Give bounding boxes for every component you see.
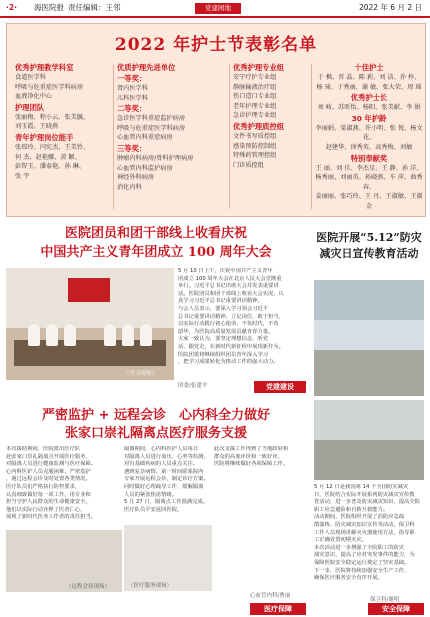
honor-category-heading: 护理团队 <box>15 102 45 112</box>
story2-photo-2 <box>314 400 424 480</box>
honor-entry: 于 枫、晋 晶、陈 莉、刘 洁、乔 梓、 <box>317 74 421 81</box>
honor-entry: 何 杰、赵艳娜、黄 颖、 <box>15 153 81 161</box>
honor-column-3 <box>233 62 309 170</box>
honor-category-heading: 优秀护士长 <box>350 93 388 103</box>
section-tag: 党建园地 <box>195 3 241 14</box>
column-divider <box>311 64 312 209</box>
honor-entry: 呼吸与危重症医学科病房 <box>15 83 84 91</box>
honor-entry: 王 丽、刘 佳、李杰星、王 静、孙 洋、 <box>315 164 423 172</box>
photo-ground <box>314 350 424 396</box>
body-line: 团成立 100 周年大会在北京人民大会堂隆重 <box>178 275 282 282</box>
photo-person <box>140 324 152 346</box>
body-line: 与会人员表示，要深入学习领会习近平 <box>178 305 269 312</box>
body-line: 专家开展远程会诊，制定诊疗方案。 <box>124 476 209 483</box>
body-line: 认真细致做好每一项工作，用专业和 <box>6 491 91 498</box>
body-line: 5 月 10 日上午，庆祝中国共产主义青年 <box>178 268 273 274</box>
body-line: 保障医院安全稳定运行奠定了坚实基础。 <box>314 559 410 566</box>
story3-section-tag: 医疗保障 <box>250 603 306 615</box>
body-line: 医疗队员们严格执行防控要求， <box>6 483 81 490</box>
honor-category-heading: 二等奖： <box>117 104 147 114</box>
photo-person <box>46 324 58 346</box>
honor-category-heading: 优秀护理教学科室 <box>15 63 74 72</box>
body-line: 人员的紧张焦虑情绪。 <box>124 491 177 498</box>
honor-category-heading: 优质护理先进单位 <box>117 63 176 72</box>
story3-photo-caption-2: （医疗服务现场） <box>128 583 173 589</box>
body-line: 担当守护人民群众的生命健康安全。 <box>6 499 91 506</box>
honor-list-box <box>6 23 426 217</box>
body-line: 散演练、防灾减灾知识宣传等活动。保卫科 <box>314 521 415 528</box>
column-divider <box>229 64 230 209</box>
story2-headline-line2: 减灾日宣传教育活动 <box>319 247 419 260</box>
honor-category-heading: 十佳护士 <box>354 63 384 72</box>
honor-entry: 心血管内科监护病房 <box>117 164 173 172</box>
body-line: 心内科医护人员克服困难，严密监护 <box>6 468 91 475</box>
story3-body-2 <box>124 446 212 522</box>
page-header <box>0 0 430 18</box>
body-line: 遇到复杂病情，第一时间联系院内 <box>124 468 204 475</box>
body-line: 5 月 27 日，隔离点工作圆满完成。 <box>124 499 209 506</box>
honor-entry: 老年护理专业组 <box>233 102 277 110</box>
story2-headline <box>314 230 424 262</box>
story3-headline-line1: 严密监护 + 远程会诊 心内科全力做好 <box>42 408 270 423</box>
honor-entry: 杨秀丽、刘丽英、孙晓燕、车 萍、曲秀春、 <box>315 174 423 191</box>
story2-photo-1 <box>314 280 424 396</box>
honor-entry: 刘玉霞、王晓燕 <box>15 123 59 131</box>
body-line: 群众的高度评价和一致好评。 <box>214 453 283 460</box>
story2-headline-line1: 医院开展“5.12”防灾 <box>316 231 422 244</box>
body-line: 医疗队员平安返回医院。 <box>124 506 183 513</box>
body-line: 对隔离人员进行健康监测与医疗保障。 <box>6 461 97 468</box>
story3-photo-caption-1: （远程会诊现场） <box>66 584 111 590</box>
story3-headline-line2: 张家口崇礼隔离点医疗服务支援 <box>64 426 247 441</box>
honor-entry: 特殊药管理控组 <box>233 152 277 160</box>
photo-ground <box>314 440 424 480</box>
honor-category-heading: 30 年护龄 <box>351 113 387 123</box>
body-line: 职工应急避险和自救互救能力。 <box>314 506 389 513</box>
story1-headline-line2: 中国共产主义青年团成立 100 周年大会 <box>40 245 272 260</box>
body-line: 话、跟党走，在新时代新征程中展现新作为。 <box>178 343 284 350</box>
body-line: 确保医疗服务安全有序开展。 <box>314 575 383 582</box>
honor-entry: 赵建华、徐秀英、高秀梅、刘敏 <box>325 143 413 151</box>
body-line: 本次援助期间，医院派出医疗队 <box>6 446 81 452</box>
honor-entry: 肾内医学科 <box>117 85 148 92</box>
body-line: 此次支援工作得到了当地政府和 <box>214 446 289 452</box>
honor-entry: 张琼玲、闫宪杰、王美铃、 <box>15 143 90 151</box>
honor-entry: 张丽梅、程小云、张美毓、 <box>15 113 90 121</box>
body-line: 医院将继续做好各项保障工作。 <box>214 461 289 468</box>
honor-entry: 李丽娟、梁淑燕、许小明、张 悦、杨文花、 <box>315 124 423 142</box>
honor-entry: 急诊护理专业组 <box>233 112 277 120</box>
body-line: 下一步，医院将持续加强安全生产工作， <box>314 567 410 574</box>
body-line: 赴张家口崇礼隔离点开展医疗服务， <box>6 453 91 460</box>
honor-category-heading: 三等奖： <box>117 143 147 153</box>
photo-person <box>64 324 76 346</box>
body-line: 同时做好心理疏导工作，缓解隔离 <box>124 483 204 490</box>
story3-headline <box>6 407 306 443</box>
honor-entry: 张 宇 <box>15 172 30 180</box>
page-number: ·2· <box>6 3 17 12</box>
photo-person <box>104 324 116 346</box>
honor-entry: 姜丽丽、张巧玲、王 丹、王淑敏、王淑金 <box>315 193 423 210</box>
honor-column-4 <box>315 62 423 212</box>
story3-photo-2 <box>124 525 212 591</box>
honor-entry: 儿科医学科 <box>117 94 148 102</box>
body-line: 工作人员现场讲解灭火器使用方法，指导职 <box>314 529 415 536</box>
honor-column-1 <box>15 62 111 181</box>
honor-entry: 肿瘤内科病房/骨科护理病房 <box>117 154 194 162</box>
story1-headline <box>6 224 306 262</box>
honor-entry: 安宁疗护专业组 <box>233 74 277 81</box>
story1-headline-line1: 医院团员和团干部线上收看庆祝 <box>64 226 247 241</box>
honor-entry: 感染预防控制组 <box>233 142 277 150</box>
honor-list-title: 2022 年护士节表彰名单 <box>114 35 318 55</box>
photo-flag <box>68 278 110 302</box>
photo-person <box>28 324 40 346</box>
honor-entry: 呼吸与危重症医学科病房 <box>117 124 186 132</box>
body-line: 他们以实际行动诠释了医者仁心， <box>6 506 86 513</box>
story3-body-3 <box>214 446 306 586</box>
honor-entry: 静脉输液治疗组 <box>233 83 277 91</box>
body-line: 减灾意识，提高了应对突发事件的能力，为 <box>314 552 415 559</box>
honor-entry: 血液净化中心 <box>15 93 53 101</box>
body-line: 大家一致认为，要坚定理想信念，听党 <box>178 336 269 343</box>
photo-building <box>314 280 424 320</box>
story2-author: 保卫科/谢明 <box>370 597 400 603</box>
column-divider <box>113 64 114 209</box>
story1-photo-caption: （学习现场） <box>124 371 158 377</box>
body-line: 5 月 12 日是我国第 14 个全国防灾减灾 <box>314 484 409 490</box>
body-line: 韶华，为医院高质量发展贡献青春力量。 <box>178 328 274 335</box>
body-line: 日，医院结合实际开展系列防灾减灾宣传教 <box>314 491 415 498</box>
honor-category-heading: 青年护理岗位能手 <box>15 132 74 142</box>
body-line: 举行。习近平总书记出席大会并发表重要讲 <box>178 283 279 290</box>
story3-author: 心血管内科/曹丽 <box>250 593 291 599</box>
body-line: 总书记重要讲话精神，立足岗位，敢于担当， <box>178 313 284 320</box>
body-line: 本次活动进一步增强了全院职工的防灾 <box>314 544 405 551</box>
body-line: ，通过远程会诊及时处置各类情况。 <box>6 476 91 483</box>
honor-entry: 杨 琦、于秀丽、谢 敏、张大荣、周 瑶 <box>316 83 422 91</box>
honor-entry: 门诊质控组 <box>233 161 264 169</box>
body-line: 工正确处置初期火灾。 <box>314 537 367 544</box>
body-line: 对隔离人员进行血压、心率等监测， <box>124 453 209 460</box>
photo-person <box>122 324 134 346</box>
honor-entry: 神经外科病房 <box>117 174 155 182</box>
body-line: ，把学习成果转化为推动工作的强大动力。 <box>178 359 279 366</box>
story2-body <box>314 484 424 594</box>
paper-name: 海医院报 <box>34 3 64 12</box>
honor-category-heading: 一等奖： <box>117 74 147 83</box>
body-line: 医院团委将继续组织团员青年深入学习 <box>178 351 269 358</box>
honor-entry: 食道医学科 <box>15 74 46 81</box>
story3-body <box>6 446 122 526</box>
honor-category-heading: 优秀护理专业组 <box>233 63 285 72</box>
editor-credit: 责任编辑：王邻 <box>68 3 121 12</box>
honor-category-heading: 特别奉献奖 <box>350 153 388 163</box>
honor-category-heading: 优秀护理质控组 <box>233 121 285 131</box>
story3-photo-1 <box>6 530 122 592</box>
honor-entry: 文件书写质控组 <box>233 132 277 140</box>
body-line: 对有基础疾病的人员重点关注。 <box>124 461 199 468</box>
honor-entry: 急诊医学科重症监护病房 <box>117 115 186 123</box>
body-line: 展现了新时代医务工作者的责任担当。 <box>6 514 97 521</box>
story1-author: 团委/张建平 <box>178 383 208 389</box>
body-line: 育活动，进一步普及防灾减灾知识，提高全院 <box>314 499 420 506</box>
body-line: 真学习习近平总书记重要讲话精神。 <box>178 298 263 305</box>
body-line: 话。医院团员和团干部线上收看大会实况，认 <box>178 290 284 297</box>
honor-entry: 刘 岐、苏昕怡、杨阳、张美献、李 娟 <box>317 104 421 112</box>
story1-photo <box>6 268 174 380</box>
story2-section-tag: 安全保障 <box>368 603 424 615</box>
story1-body <box>178 268 306 374</box>
honor-column-2 <box>117 62 227 192</box>
body-line: 隔离期间，心内科医护人员每日 <box>124 446 199 452</box>
honor-entry: 伤口造口专业组 <box>233 93 277 101</box>
honor-entry: 心血管内科重症病房 <box>117 134 173 142</box>
story1-section-tag: 党建建设 <box>254 381 306 393</box>
honor-entry: 消化内科 <box>117 183 142 191</box>
issue-date: 2022 年 6 月 2 日 <box>358 3 422 12</box>
body-line: 活动期间，医院组织开展了消防应急疏 <box>314 514 405 521</box>
body-line: 以实际行动践行初心使命，不负时代，不负 <box>178 321 279 328</box>
honor-entry: 彭智玉、潘泰艳、孙 琳、 <box>15 163 86 171</box>
